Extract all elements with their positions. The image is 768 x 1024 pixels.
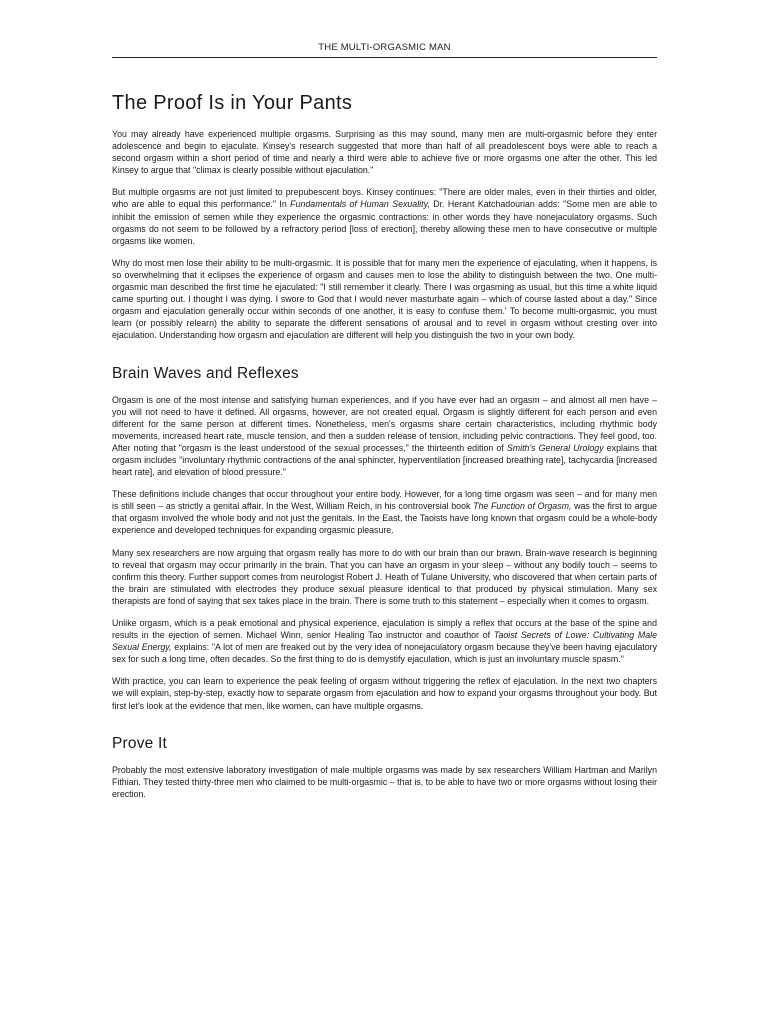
text-run: With practice, you can learn to experience the peak feeling of orgasm without triggering the reflex of ejaculation. In the next two chapters we will explain, step-by-step, exactly how to separate orgasm from ejaculation and how to expand your orgasms throughout your body. But first let's look at the evidence that men, like women, can have multiple orgasms.	[112, 676, 658, 712]
paragraph	[112, 187, 657, 247]
text-run: You may already have experienced multiple orgasms. Surprising as this may sound, many men are multi-orgasmic before they enter adolescence and begin to ejaculate. Kinsey's research suggested that more than half of all preadolescent boys were able to reach a second orgasm within a short period of time and nearly a third were able to achieve five or more orgasms one after the other. This led Kinsey to argue that "climax is clearly possible without ejaculation."	[112, 129, 658, 177]
running-head: THE MULTI-ORGASMIC MAN	[112, 42, 657, 58]
paragraph	[112, 765, 657, 801]
paragraph	[112, 548, 657, 608]
text-run: was the first to argue that orgasm involved the whole body and not just the genitals. In the East, the Taoists have long known that orgasm could be a whole-body experience and developed techniques for expanding orgasmic pleasure.	[112, 501, 658, 537]
paragraph	[112, 489, 657, 537]
book-title: Fundamentals of Human Sexuality,	[290, 199, 430, 211]
paragraph	[112, 676, 657, 712]
text-run: explains: "A lot of men are freaked out by the very idea of nonejaculatory orgasm because they've been having ejaculatory sex for such a long time, often decades. So the first thing to do is demystify ejaculation, which is just an involuntary muscle spasm."	[112, 642, 658, 666]
paragraph	[112, 129, 657, 177]
text-run: But multiple orgasms are not just limited to prepubescent boys. Kinsey continues: "There are older males, even in their thirties and older, who are able to equal this performance." In	[112, 187, 658, 211]
text-run: Why do most men lose their ability to be multi-orgasmic. It is possible that for many men the experience of ejaculating, when it happens, is so overwhelming that it eclipses the experience of orgasm and causes men to lose the ability to distinguish between the two. One multi-orgasmic man described the first time he ejaculated: "I still remember it clearly. There I was orgasming as usual, but this time a white liquid came spurting out. I thought I was dying. I swore to God that I would never masturbate again – which of course lasted about a day." Since orgasm and ejaculation generally occur within seconds of one another, it is easy to confuse them.' To become multi-orgasmic, you must learn (or possibly relearn) the ability to separate the different sensations of arousal and to revel in orgasm without cresting over into ejaculation. Understanding how orgasm and ejaculation are different will help you distinguish the two in your own body.	[112, 257, 658, 342]
intro-body	[112, 129, 657, 343]
book-title: Taoist Secrets of Lowe: Cultivating Male Sexual Energy,	[112, 630, 658, 654]
chapter-title: The Proof Is in Your Pants	[112, 92, 353, 114]
text-run: Dr. Herant Katchadourian adds: "Some men are able to inhibit the emission of semen while they experience the orgasmic contractions: in other words they have nonejaculatory orgasms. Such orgasms do not seem to be followed by a refractory period [loss of erection], thereby allowing these men to have consecutive or multiple orgasms like women.	[112, 199, 658, 247]
text-run: These definitions include changes that occur throughout your entire body. However, for a long time orgasm was seen – and for many men is still seen – as strictly a genital affair. In the West, William Reich, in his controversial book	[112, 489, 658, 513]
paragraph	[112, 258, 657, 343]
section-heading: Prove It	[112, 734, 168, 752]
book-title: Smith's General Urology	[506, 442, 604, 454]
book-title: The Function of Orgasm,	[473, 501, 572, 513]
paragraph	[112, 395, 657, 480]
text-run: explains that orgasm includes "involuntary rhythmic contractions of the anal sphincter, hyperventilation [increased breathing rate], tachycardia [increased heart rate], and elevation of blood pressure."	[112, 442, 658, 479]
document-page	[112, 42, 657, 811]
section-body	[112, 765, 657, 801]
text-run: Probably the most extensive laboratory investigation of male multiple orgasms was made by sex researchers William Hartman and Marilyn Fithian. They tested thirty-three men who claimed to be multi-orgasmic – that is, to be able to have two or more orgasms without losing their erection.	[112, 764, 658, 800]
section-body	[112, 395, 657, 713]
section-heading: Brain Waves and Reflexes	[112, 364, 299, 382]
text-run: Many sex researchers are now arguing that orgasm really has more to do with our brain than our brawn. Brain-wave research is beginning to reveal that orgasm may occur primarily in the brain. That you can have an orgasm in your sleep – without any bodily touch – seems to confirm this theory. Further support comes from neurologist Robert J. Heath of Tulane University, who discovered that when certain parts of the brain are stimulated with electrodes they produce sexual pleasure identical to that produced by physical stimulation. Many sex therapists are fond of saying that sex takes place in the brain. There is some truth to this statement – especially when it comes to orgasm.	[112, 547, 658, 607]
text-run: Orgasm is one of the most intense and satisfying human experiences, and if you have ever had an orgasm – and almost all men have – you will not need to have it defined. All orgasms, however, are not created equal. Orgasm is slightly different for each person and even different for the same person at different times. Nonetheless, men's orgasms share certain characteristics, including rhythmic body movements, increased heart rate, muscle tension, and then a sudden release of tension, including pelvic contractions. They feel good, too. After noting that "orgasm is the least understood of the sexual processes," the thirteenth edition of	[112, 394, 658, 454]
paragraph	[112, 618, 657, 666]
text-run: Unlike orgasm, which is a peak emotional and physical experience, ejaculation is simply a reflex that occurs at the base of the spine and results in the ejection of semen. Michael Winn, senior Healing Tao instructor and coauthor of	[112, 618, 658, 642]
